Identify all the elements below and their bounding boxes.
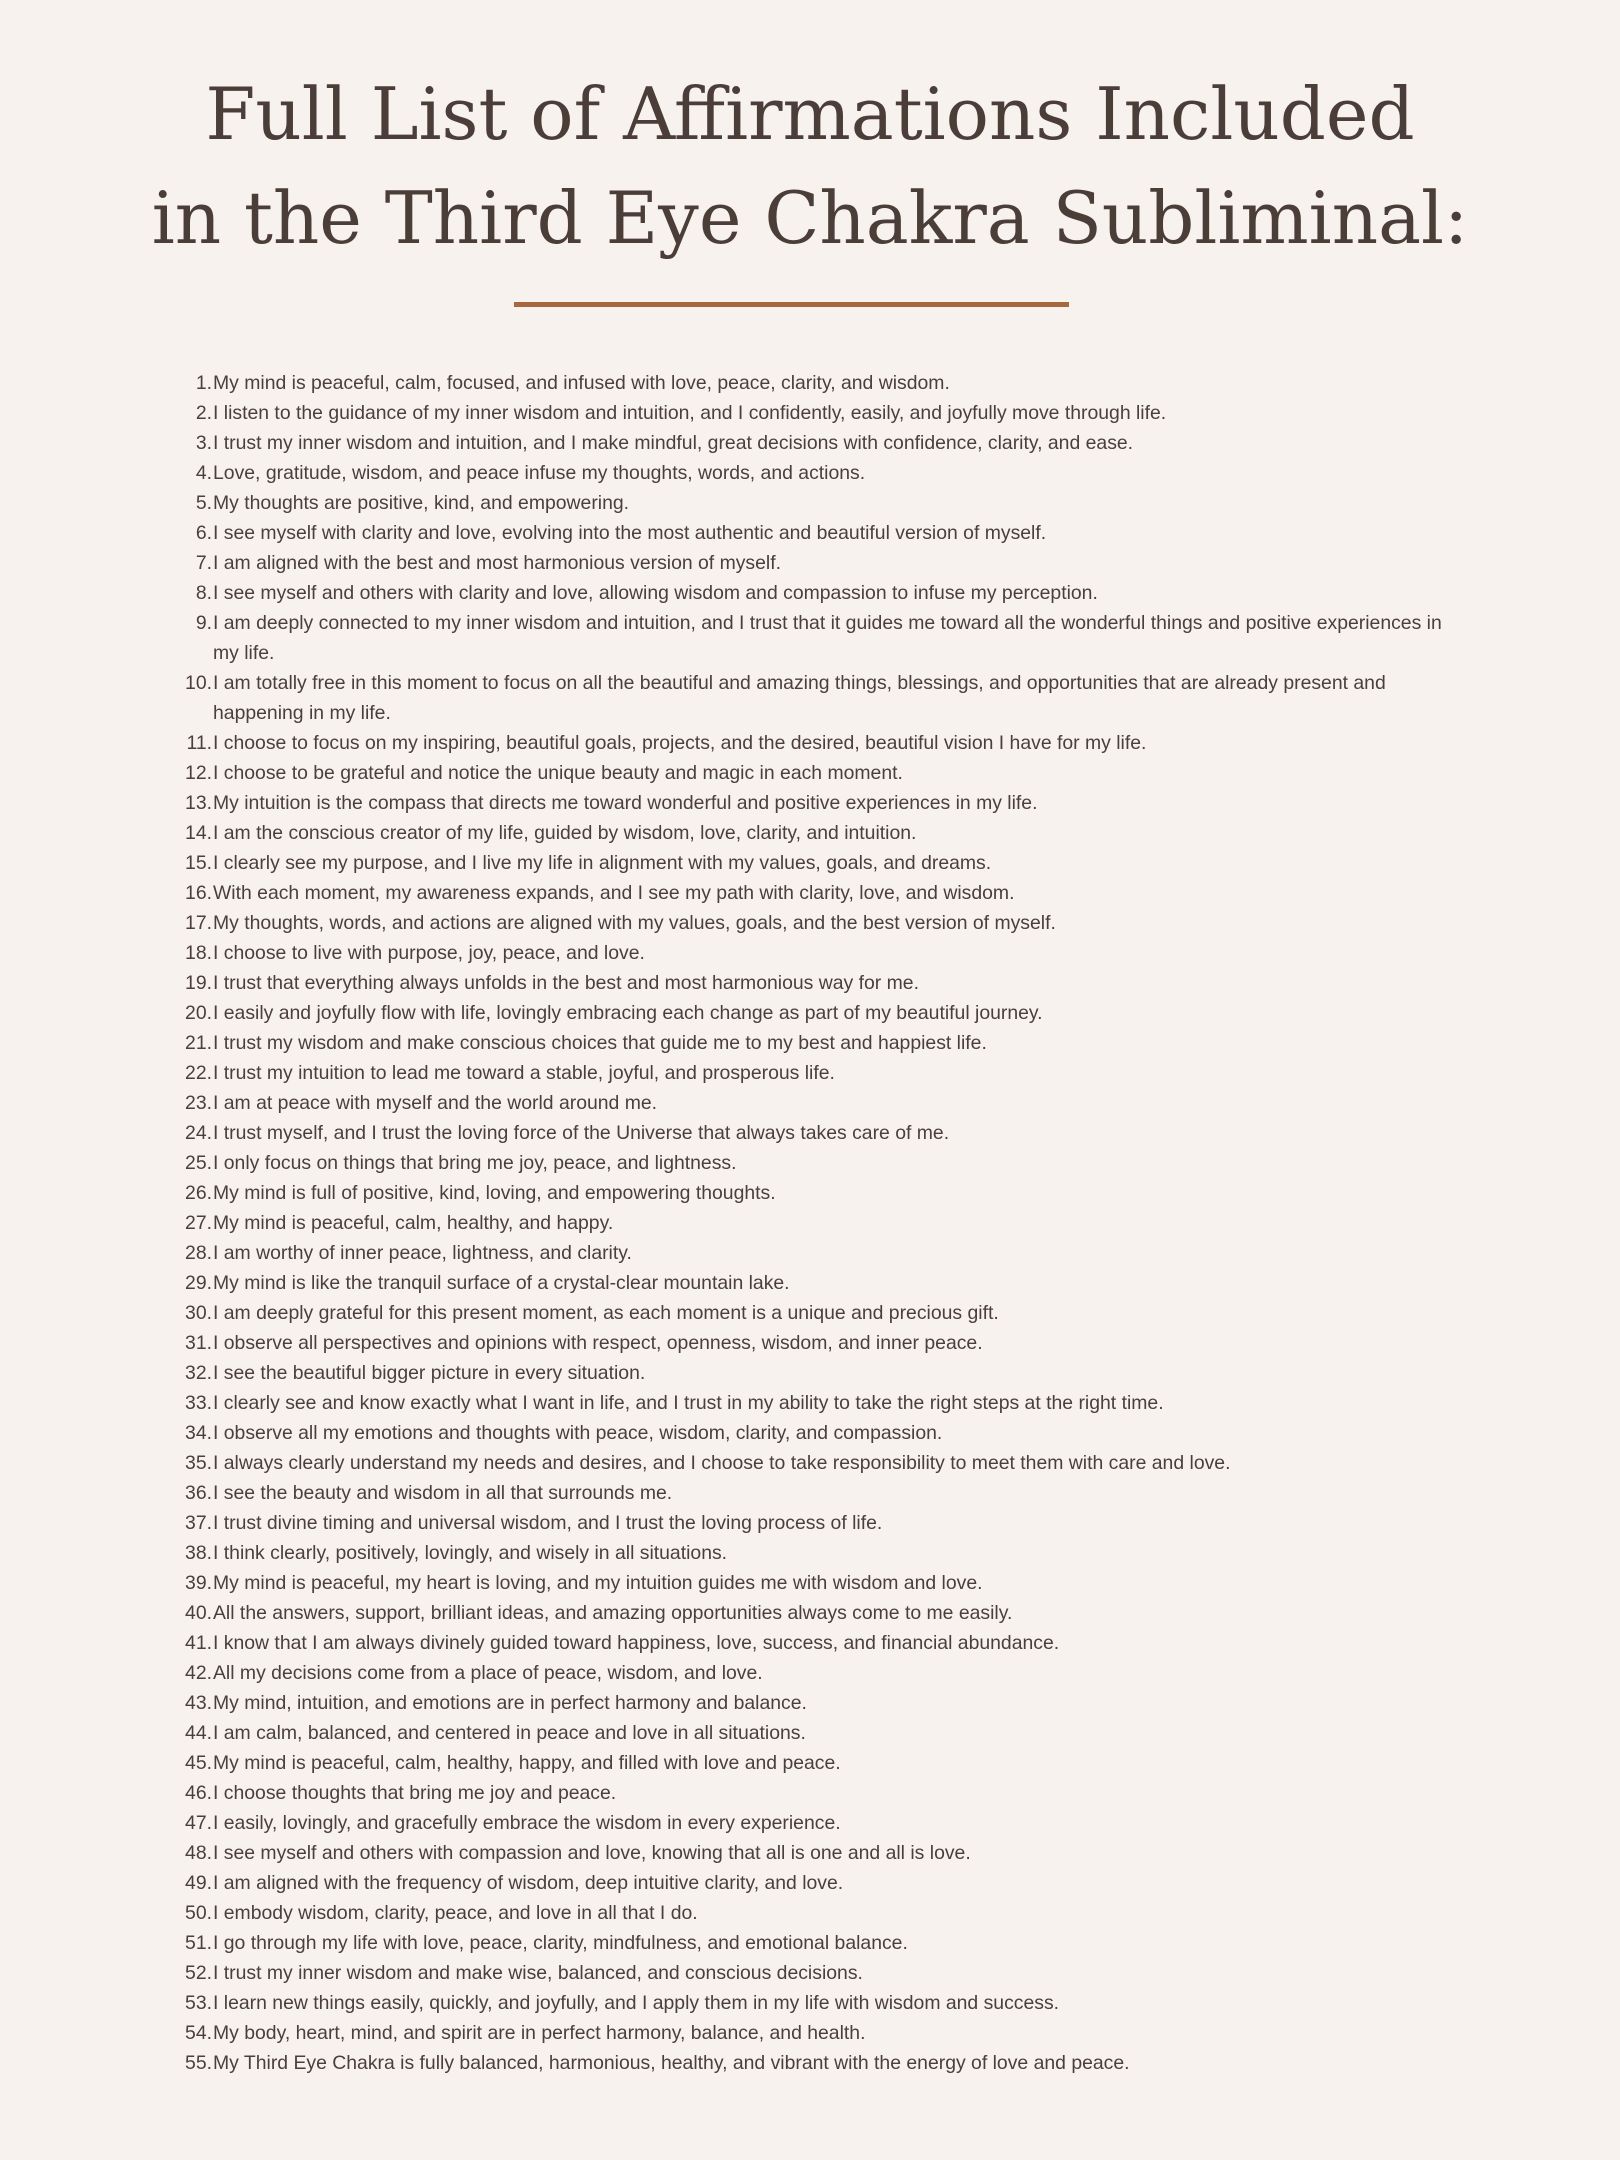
- affirmation-text: I am deeply connected to my inner wisdom and intuition, and I trust that it guides me toward all the wonderful things and positive experiences in my life.: [213, 612, 1442, 664]
- affirmation-number: 46.: [185, 1782, 212, 1804]
- affirmation-number: 5.: [195, 492, 212, 514]
- affirmation-item: [166, 1838, 1446, 1868]
- affirmation-text: I observe all perspectives and opinions with respect, openness, wisdom, and inner peace.: [213, 1332, 983, 1354]
- affirmation-text: I choose thoughts that bring me joy and peace.: [213, 1782, 617, 1804]
- affirmation-item: [166, 1778, 1446, 1808]
- affirmation-number: 55.: [185, 2052, 212, 2074]
- affirmation-number: 42.: [185, 1662, 212, 1684]
- affirmation-text: I see myself with clarity and love, evolving into the most authentic and beautiful version of myself.: [213, 522, 1047, 544]
- affirmation-number: 15.: [185, 852, 212, 874]
- affirmation-number: 16.: [185, 882, 212, 904]
- affirmation-item: [166, 1628, 1446, 1658]
- affirmation-item: [166, 758, 1446, 788]
- affirmation-number: 30.: [185, 1302, 212, 1324]
- affirmation-number: 29.: [185, 1272, 212, 1294]
- affirmation-text: I trust my inner wisdom and intuition, and I make mindful, great decisions with confidence, clarity, and ease.: [213, 432, 1134, 454]
- affirmation-item: [166, 1508, 1446, 1538]
- affirmation-text: My intuition is the compass that directs me toward wonderful and positive experiences in my life.: [213, 792, 1038, 814]
- affirmation-text: I choose to focus on my inspiring, beautiful goals, projects, and the desired, beautiful vision I have for my life.: [213, 732, 1147, 754]
- affirmation-number: 38.: [185, 1542, 212, 1564]
- affirmation-text: My mind, intuition, and emotions are in perfect harmony and balance.: [213, 1692, 807, 1714]
- affirmation-text: I choose to live with purpose, joy, peace, and love.: [213, 942, 645, 964]
- affirmation-item: [166, 788, 1446, 818]
- affirmation-text: My Third Eye Chakra is fully balanced, harmonious, healthy, and vibrant with the energy of love and peace.: [213, 2052, 1130, 2074]
- affirmation-item: [166, 1808, 1446, 1838]
- affirmation-number: 24.: [185, 1122, 212, 1144]
- affirmation-text: I easily and joyfully flow with life, lovingly embracing each change as part of my beautiful journey.: [213, 1002, 1043, 1024]
- affirmation-number: 1.: [195, 372, 212, 394]
- affirmation-item: [166, 998, 1446, 1028]
- title-divider: [514, 302, 1069, 307]
- affirmation-text: I am at peace with myself and the world around me.: [213, 1092, 658, 1114]
- affirmation-item: [166, 428, 1446, 458]
- affirmation-text: I am the conscious creator of my life, guided by wisdom, love, clarity, and intuition.: [213, 822, 917, 844]
- affirmation-number: 23.: [185, 1092, 212, 1114]
- affirmation-item: [166, 1268, 1446, 1298]
- affirmation-list: [166, 368, 1446, 2078]
- affirmation-number: 6.: [195, 522, 212, 544]
- affirmation-item: [166, 1418, 1446, 1448]
- page-title: [0, 62, 1620, 270]
- affirmation-item: [166, 1058, 1446, 1088]
- affirmation-text: I am aligned with the frequency of wisdom, deep intuitive clarity, and love.: [213, 1872, 844, 1894]
- affirmation-text: I see the beauty and wisdom in all that surrounds me.: [213, 1482, 673, 1504]
- affirmation-text: I easily, lovingly, and gracefully embrace the wisdom in every experience.: [213, 1812, 841, 1834]
- affirmation-item: [166, 1658, 1446, 1688]
- affirmation-text: I am worthy of inner peace, lightness, and clarity.: [213, 1242, 632, 1264]
- affirmation-text: I always clearly understand my needs and desires, and I choose to take responsibility to meet them with care and love.: [213, 1452, 1231, 1474]
- affirmation-item: [166, 908, 1446, 938]
- affirmation-number: 53.: [185, 1992, 212, 2014]
- affirmation-text: I see myself and others with clarity and love, allowing wisdom and compassion to infuse my perception.: [213, 582, 1098, 604]
- affirmation-text: My mind is like the tranquil surface of a crystal-clear mountain lake.: [213, 1272, 790, 1294]
- affirmation-number: 7.: [195, 552, 212, 574]
- affirmation-number: 4.: [195, 462, 212, 484]
- affirmation-text: I am calm, balanced, and centered in peace and love in all situations.: [213, 1722, 806, 1744]
- affirmation-item: [166, 548, 1446, 578]
- affirmation-number: 8.: [195, 582, 212, 604]
- affirmation-text: I am totally free in this moment to focus on all the beautiful and amazing things, blessings, and opportunities that are already present and happening in my life.: [213, 672, 1386, 724]
- affirmation-item: [166, 1328, 1446, 1358]
- affirmation-text: My thoughts are positive, kind, and empowering.: [213, 492, 630, 514]
- affirmation-number: 27.: [185, 1212, 212, 1234]
- affirmation-item: [166, 848, 1446, 878]
- affirmation-item: [166, 1568, 1446, 1598]
- affirmation-number: 34.: [185, 1422, 212, 1444]
- affirmation-number: 45.: [185, 1752, 212, 1774]
- title-line-1: Full List of Affirmations Included: [205, 72, 1415, 156]
- affirmation-item: [166, 1358, 1446, 1388]
- affirmation-number: 9.: [195, 612, 212, 634]
- affirmation-item: [166, 1208, 1446, 1238]
- affirmation-item: [166, 1748, 1446, 1778]
- affirmation-item: [166, 1148, 1446, 1178]
- affirmation-item: [166, 938, 1446, 968]
- affirmation-item: [166, 398, 1446, 428]
- affirmation-number: 47.: [185, 1812, 212, 1834]
- affirmation-item: [166, 1118, 1446, 1148]
- affirmation-item: [166, 1718, 1446, 1748]
- title-line-2: in the Third Eye Chakra Subliminal:: [151, 176, 1469, 260]
- affirmation-number: 36.: [185, 1482, 212, 1504]
- affirmation-number: 18.: [185, 942, 212, 964]
- affirmation-text: I know that I am always divinely guided toward happiness, love, success, and financial abundance.: [213, 1632, 1060, 1654]
- affirmation-number: 13.: [185, 792, 212, 814]
- affirmation-text: I clearly see my purpose, and I live my life in alignment with my values, goals, and dreams.: [213, 852, 992, 874]
- affirmation-text: I trust my inner wisdom and make wise, balanced, and conscious decisions.: [213, 1962, 863, 1984]
- affirmation-number: 25.: [185, 1152, 212, 1174]
- affirmation-item: [166, 2048, 1446, 2078]
- affirmation-number: 17.: [185, 912, 212, 934]
- affirmation-item: [166, 518, 1446, 548]
- affirmation-item: [166, 1238, 1446, 1268]
- affirmation-text: My mind is peaceful, calm, healthy, happy, and filled with love and peace.: [213, 1752, 841, 1774]
- affirmation-item: [166, 1088, 1446, 1118]
- affirmation-number: 54.: [185, 2022, 212, 2044]
- affirmation-number: 10.: [185, 672, 212, 694]
- affirmation-item: [166, 878, 1446, 908]
- affirmation-item: [166, 1868, 1446, 1898]
- affirmation-text: I only focus on things that bring me joy, peace, and lightness.: [213, 1152, 737, 1174]
- affirmation-item: [166, 1928, 1446, 1958]
- affirmation-text: I observe all my emotions and thoughts with peace, wisdom, clarity, and compassion.: [213, 1422, 943, 1444]
- affirmation-number: 21.: [185, 1032, 212, 1054]
- affirmation-item: [166, 1988, 1446, 2018]
- affirmation-item: [166, 728, 1446, 758]
- affirmation-item: [166, 2018, 1446, 2048]
- affirmation-number: 12.: [185, 762, 212, 784]
- affirmation-text: All the answers, support, brilliant ideas, and amazing opportunities always come to me easily.: [213, 1602, 1013, 1624]
- affirmation-number: 19.: [185, 972, 212, 994]
- affirmation-item: [166, 1598, 1446, 1628]
- affirmation-number: 2.: [195, 402, 212, 424]
- affirmation-text: I trust myself, and I trust the loving force of the Universe that always takes care of me.: [213, 1122, 950, 1144]
- affirmation-text: My mind is peaceful, my heart is loving, and my intuition guides me with wisdom and love.: [213, 1572, 983, 1594]
- affirmation-number: 48.: [185, 1842, 212, 1864]
- affirmation-text: I learn new things easily, quickly, and joyfully, and I apply them in my life with wisdom and success.: [213, 1992, 1060, 2014]
- affirmation-item: [166, 608, 1446, 668]
- affirmation-text: I think clearly, positively, lovingly, and wisely in all situations.: [213, 1542, 728, 1564]
- affirmation-number: 14.: [185, 822, 212, 844]
- affirmation-number: 37.: [185, 1512, 212, 1534]
- affirmation-item: [166, 668, 1446, 728]
- affirmation-item: [166, 1178, 1446, 1208]
- affirmation-item: [166, 368, 1446, 398]
- affirmation-text: My body, heart, mind, and spirit are in perfect harmony, balance, and health.: [213, 2022, 866, 2044]
- affirmation-number: 35.: [185, 1452, 212, 1474]
- affirmation-number: 11.: [186, 732, 212, 754]
- affirmation-number: 50.: [185, 1902, 212, 1924]
- affirmation-text: My thoughts, words, and actions are aligned with my values, goals, and the best version of myself.: [213, 912, 1056, 934]
- affirmation-number: 51.: [185, 1932, 212, 1954]
- affirmation-text: Love, gratitude, wisdom, and peace infuse my thoughts, words, and actions.: [213, 462, 866, 484]
- affirmation-text: I see myself and others with compassion and love, knowing that all is one and all is love.: [213, 1842, 971, 1864]
- affirmation-number: 3.: [195, 432, 212, 454]
- affirmation-number: 26.: [185, 1182, 212, 1204]
- affirmation-item: [166, 488, 1446, 518]
- affirmation-text: I go through my life with love, peace, clarity, mindfulness, and emotional balance.: [213, 1932, 908, 1954]
- affirmation-text: I am deeply grateful for this present moment, as each moment is a unique and precious gift.: [213, 1302, 999, 1324]
- affirmation-text: I embody wisdom, clarity, peace, and love in all that I do.: [213, 1902, 698, 1924]
- affirmation-item: [166, 1478, 1446, 1508]
- affirmation-text: I trust my wisdom and make conscious choices that guide me to my best and happiest life.: [213, 1032, 987, 1054]
- affirmation-number: 20.: [185, 1002, 212, 1024]
- affirmation-item: [166, 458, 1446, 488]
- affirmation-number: 32.: [185, 1362, 212, 1384]
- affirmation-item: [166, 1898, 1446, 1928]
- affirmation-item: [166, 968, 1446, 998]
- affirmation-text: All my decisions come from a place of peace, wisdom, and love.: [213, 1662, 763, 1684]
- affirmation-text: I am aligned with the best and most harmonious version of myself.: [213, 552, 781, 574]
- affirmation-number: 40.: [185, 1602, 212, 1624]
- affirmation-text: I clearly see and know exactly what I want in life, and I trust in my ability to take the right steps at the right time.: [213, 1392, 1164, 1414]
- affirmation-item: [166, 818, 1446, 848]
- affirmation-text: My mind is peaceful, calm, healthy, and happy.: [213, 1212, 614, 1234]
- affirmation-text: I trust divine timing and universal wisdom, and I trust the loving process of life.: [213, 1512, 883, 1534]
- affirmation-item: [166, 1688, 1446, 1718]
- affirmation-number: 31.: [185, 1332, 212, 1354]
- affirmation-number: 39.: [185, 1572, 212, 1594]
- affirmation-number: 22.: [185, 1062, 212, 1084]
- affirmation-number: 28.: [185, 1242, 212, 1264]
- affirmation-number: 49.: [185, 1872, 212, 1894]
- affirmation-number: 44.: [185, 1722, 212, 1744]
- affirmation-text: I trust that everything always unfolds in the best and most harmonious way for me.: [213, 972, 919, 994]
- affirmation-text: I listen to the guidance of my inner wisdom and intuition, and I confidently, easily, and joyfully move through life.: [213, 402, 1167, 424]
- affirmation-item: [166, 1958, 1446, 1988]
- affirmation-text: I choose to be grateful and notice the unique beauty and magic in each moment.: [213, 762, 903, 784]
- affirmation-number: 33.: [185, 1392, 212, 1414]
- affirmation-number: 41.: [185, 1632, 212, 1654]
- affirmation-text: My mind is peaceful, calm, focused, and infused with love, peace, clarity, and wisdom.: [213, 372, 950, 394]
- affirmation-text: My mind is full of positive, kind, loving, and empowering thoughts.: [213, 1182, 776, 1204]
- affirmation-item: [166, 1448, 1446, 1478]
- affirmation-item: [166, 1298, 1446, 1328]
- affirmation-item: [166, 578, 1446, 608]
- affirmation-text: I trust my intuition to lead me toward a stable, joyful, and prosperous life.: [213, 1062, 835, 1084]
- affirmation-item: [166, 1538, 1446, 1568]
- affirmation-number: 43.: [185, 1692, 212, 1714]
- affirmation-item: [166, 1388, 1446, 1418]
- affirmation-number: 52.: [185, 1962, 212, 1984]
- affirmation-text: With each moment, my awareness expands, and I see my path with clarity, love, and wisdom.: [213, 882, 1015, 904]
- affirmation-text: I see the beautiful bigger picture in every situation.: [213, 1362, 646, 1384]
- affirmation-item: [166, 1028, 1446, 1058]
